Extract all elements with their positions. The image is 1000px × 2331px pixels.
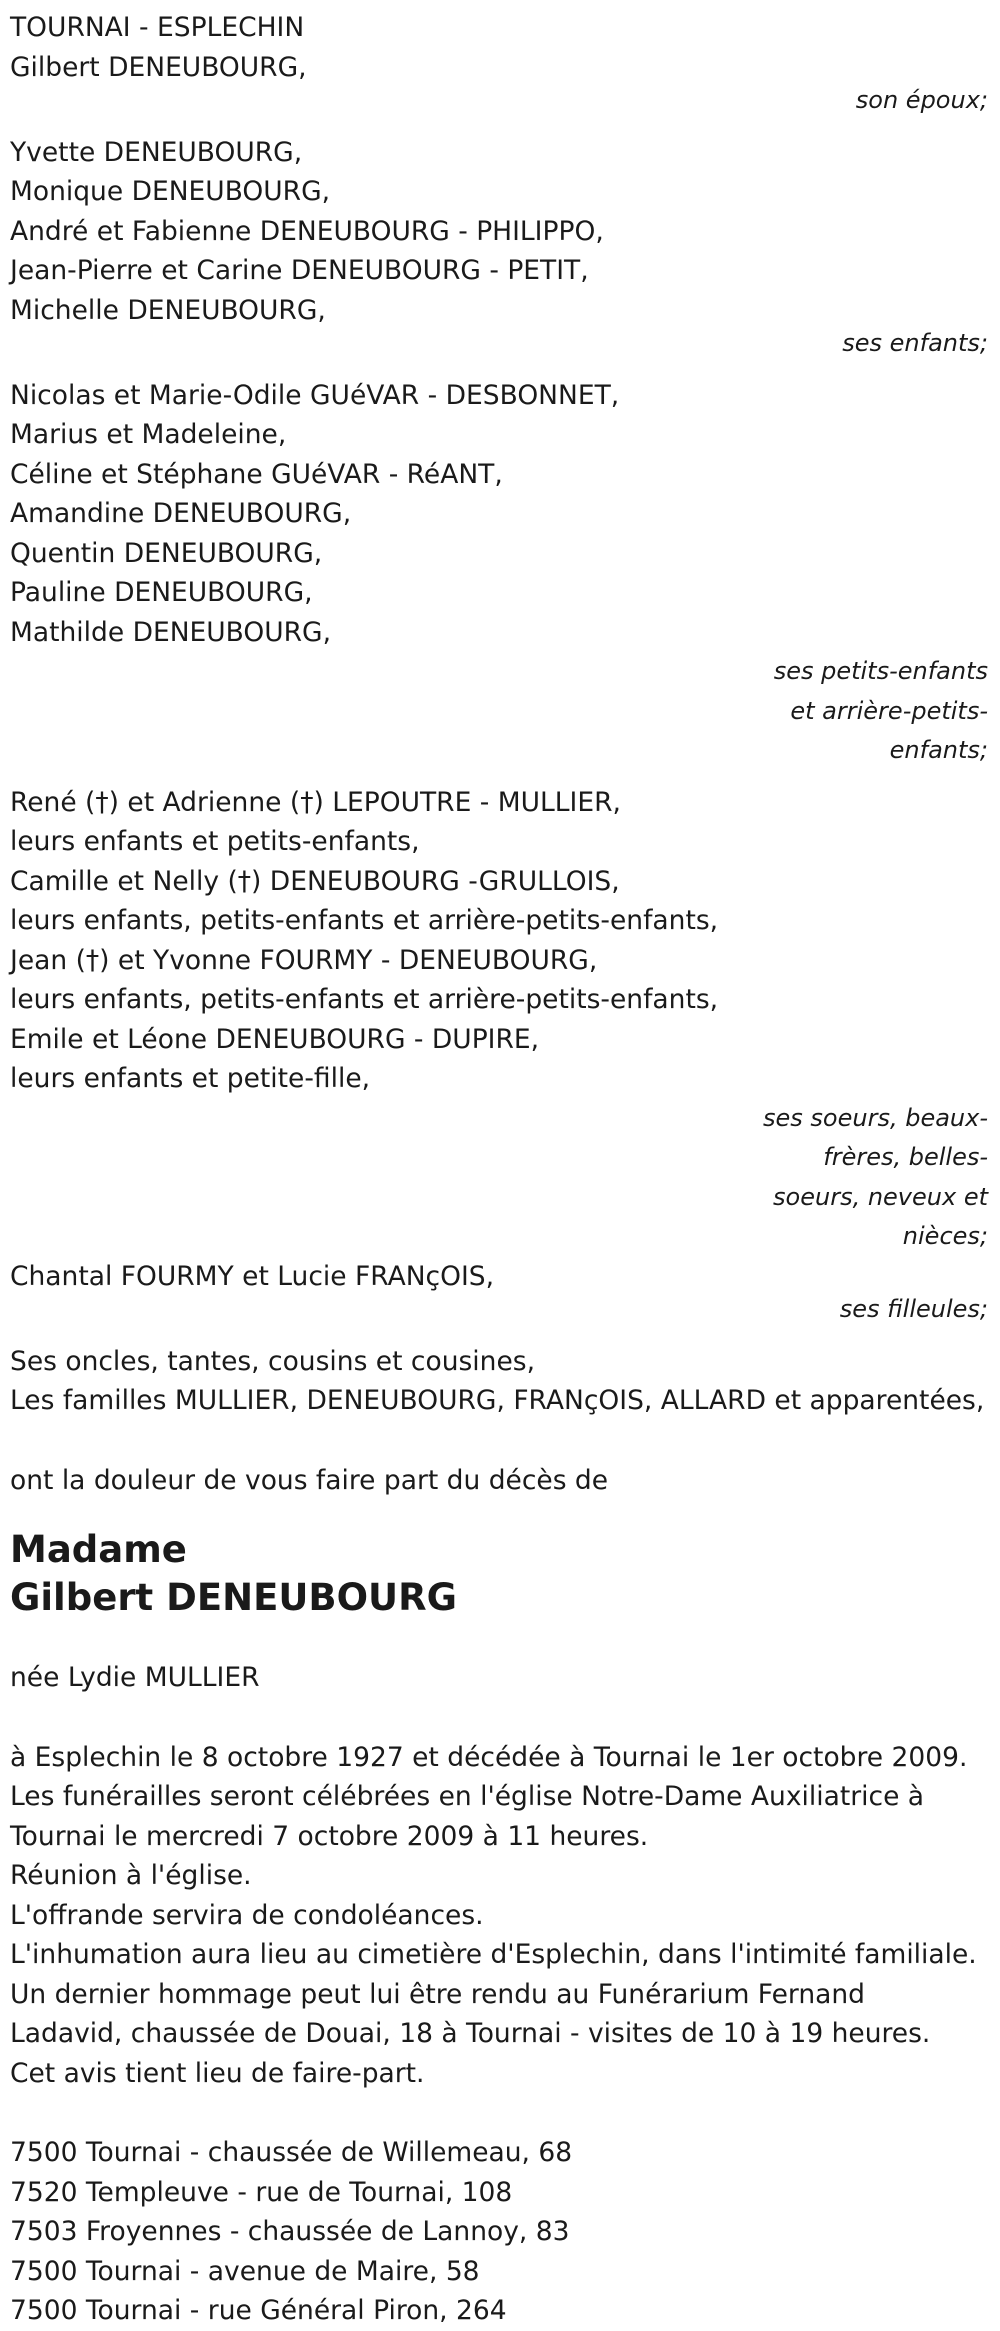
sibling-line: leurs enfants et petits-enfants, — [10, 826, 420, 857]
spouse-name: Gilbert DENEUBOURG, — [10, 51, 307, 83]
child-name: Monique DENEUBOURG, — [10, 176, 331, 207]
maiden-name: née Lydie MULLIER — [10, 1662, 260, 1693]
obituary-text — [10, 8, 988, 2331]
spacer — [10, 121, 988, 133]
detail-line: à Esplechin le 8 octobre 1927 et décédée à Tournai le 1er octobre 2009. — [10, 1741, 968, 1773]
siblings-role-line: nièces; — [902, 1222, 988, 1250]
siblings-role-line: soeurs, neveux et — [773, 1182, 988, 1211]
grandchild-name: Nicolas et Marie-Odile GUéVAR - DESBONNET, — [10, 379, 620, 411]
address-list — [10, 2133, 988, 2331]
spacer — [10, 771, 988, 783]
siblings-list — [10, 783, 988, 1099]
announcement-text: ont la douleur de vous faire part du décès de — [10, 1464, 609, 1496]
spacer — [10, 2093, 988, 2133]
funeral-details — [10, 1738, 988, 2094]
child-name: Jean-Pierre et Carine DENEUBOURG - PETIT, — [10, 255, 589, 286]
sibling-line: Emile et Léone DENEUBOURG - DUPIRE, — [10, 1023, 540, 1055]
spacer — [10, 1330, 988, 1342]
sibling-line: leurs enfants et petite-fille, — [10, 1063, 371, 1094]
address-line: 7500 Tournai - chaussée de Willemeau, 68 — [10, 2137, 573, 2168]
child-name: Michelle DENEUBOURG, — [10, 294, 326, 326]
children-list — [10, 133, 988, 331]
siblings-role — [10, 1099, 988, 1257]
grandchild-name: Mathilde DENEUBOURG, — [10, 616, 332, 648]
sibling-line: René (†) et Adrienne (†) LEPOUTRE - MULLIER, — [10, 786, 621, 818]
detail-line: L'inhumation aura lieu au cimetière d'Esplechin, dans l'intimité familiale. — [10, 1939, 977, 1970]
deceased-title: Madame — [10, 1528, 187, 1571]
goddaughters-role: ses filleules; — [839, 1295, 988, 1323]
detail-line: Un dernier hommage peut lui être rendu au Funérarium Fernand — [10, 1978, 865, 2010]
siblings-role-line: frères, belles- — [823, 1143, 988, 1171]
spacer — [10, 1622, 988, 1658]
detail-line: L'offrande servira de condoléances. — [10, 1899, 484, 1931]
extended-family-line: Les familles MULLIER, DENEUBOURG, FRANçOIS, ALLARD et apparentées, — [10, 1385, 985, 1416]
grandchild-name: Pauline DENEUBOURG, — [10, 577, 313, 608]
sibling-line: leurs enfants, petits-enfants et arrière-petits-enfants, — [10, 905, 719, 936]
place-heading: TOURNAI - ESPLECHIN — [10, 12, 305, 43]
grandchildren-role — [10, 652, 988, 771]
spacer — [10, 1698, 988, 1738]
detail-line: Réunion à l'église. — [10, 1860, 252, 1891]
spacer — [10, 1421, 988, 1461]
grandchildren-role-line: enfants; — [889, 736, 988, 764]
grandchild-name: Céline et Stéphane GUéVAR - RéANT, — [10, 458, 503, 490]
detail-line: Les funérailles seront célébrées en l'église Notre-Dame Auxiliatrice à — [10, 1781, 925, 1812]
spacer — [10, 364, 988, 376]
address-line: 7520 Templeuve - rue de Tournai, 108 — [10, 2176, 513, 2208]
goddaughters-names: Chantal FOURMY et Lucie FRANçOIS, — [10, 1260, 495, 1292]
grandchildren-role-line: et arrière-petits- — [790, 696, 988, 725]
sibling-line: Camille et Nelly (†) DENEUBOURG -GRULLOIS, — [10, 865, 620, 897]
grandchild-name: Amandine DENEUBOURG, — [10, 498, 352, 529]
address-line: 7503 Froyennes - chaussée de Lannoy, 83 — [10, 2216, 570, 2247]
sibling-line: leurs enfants, petits-enfants et arrière-petits-enfants, — [10, 984, 719, 1015]
detail-line: Cet avis tient lieu de faire-part. — [10, 2057, 425, 2089]
grandchild-name: Quentin DENEUBOURG, — [10, 537, 323, 569]
grandchild-name: Marius et Madeleine, — [10, 419, 287, 450]
deceased-name: Gilbert DENEUBOURG — [10, 1576, 457, 1619]
sibling-line: Jean (†) et Yvonne FOURMY - DENEUBOURG, — [10, 944, 598, 976]
children-role: ses enfants; — [842, 329, 988, 357]
spouse-role: son époux; — [855, 86, 988, 114]
detail-line: Tournai le mercredi 7 octobre 2009 à 11 heures. — [10, 1820, 649, 1852]
grandchildren-list — [10, 376, 988, 653]
grandchildren-role-line: ses petits-enfants — [773, 657, 988, 685]
address-line: 7500 Tournai - avenue de Maire, 58 — [10, 2255, 480, 2287]
siblings-role-line: ses soeurs, beaux- — [763, 1103, 988, 1132]
extended-family-line: Ses oncles, tantes, cousins et cousines, — [10, 1345, 535, 1377]
address-line: 7500 Tournai - rue Général Piron, 264 — [10, 2295, 507, 2326]
detail-line: Ladavid, chaussée de Douai, 18 à Tournai - visites de 10 à 19 heures. — [10, 2018, 931, 2049]
spacer — [10, 1500, 988, 1526]
child-name: André et Fabienne DENEUBOURG - PHILIPPO, — [10, 215, 604, 247]
child-name: Yvette DENEUBOURG, — [10, 136, 303, 168]
